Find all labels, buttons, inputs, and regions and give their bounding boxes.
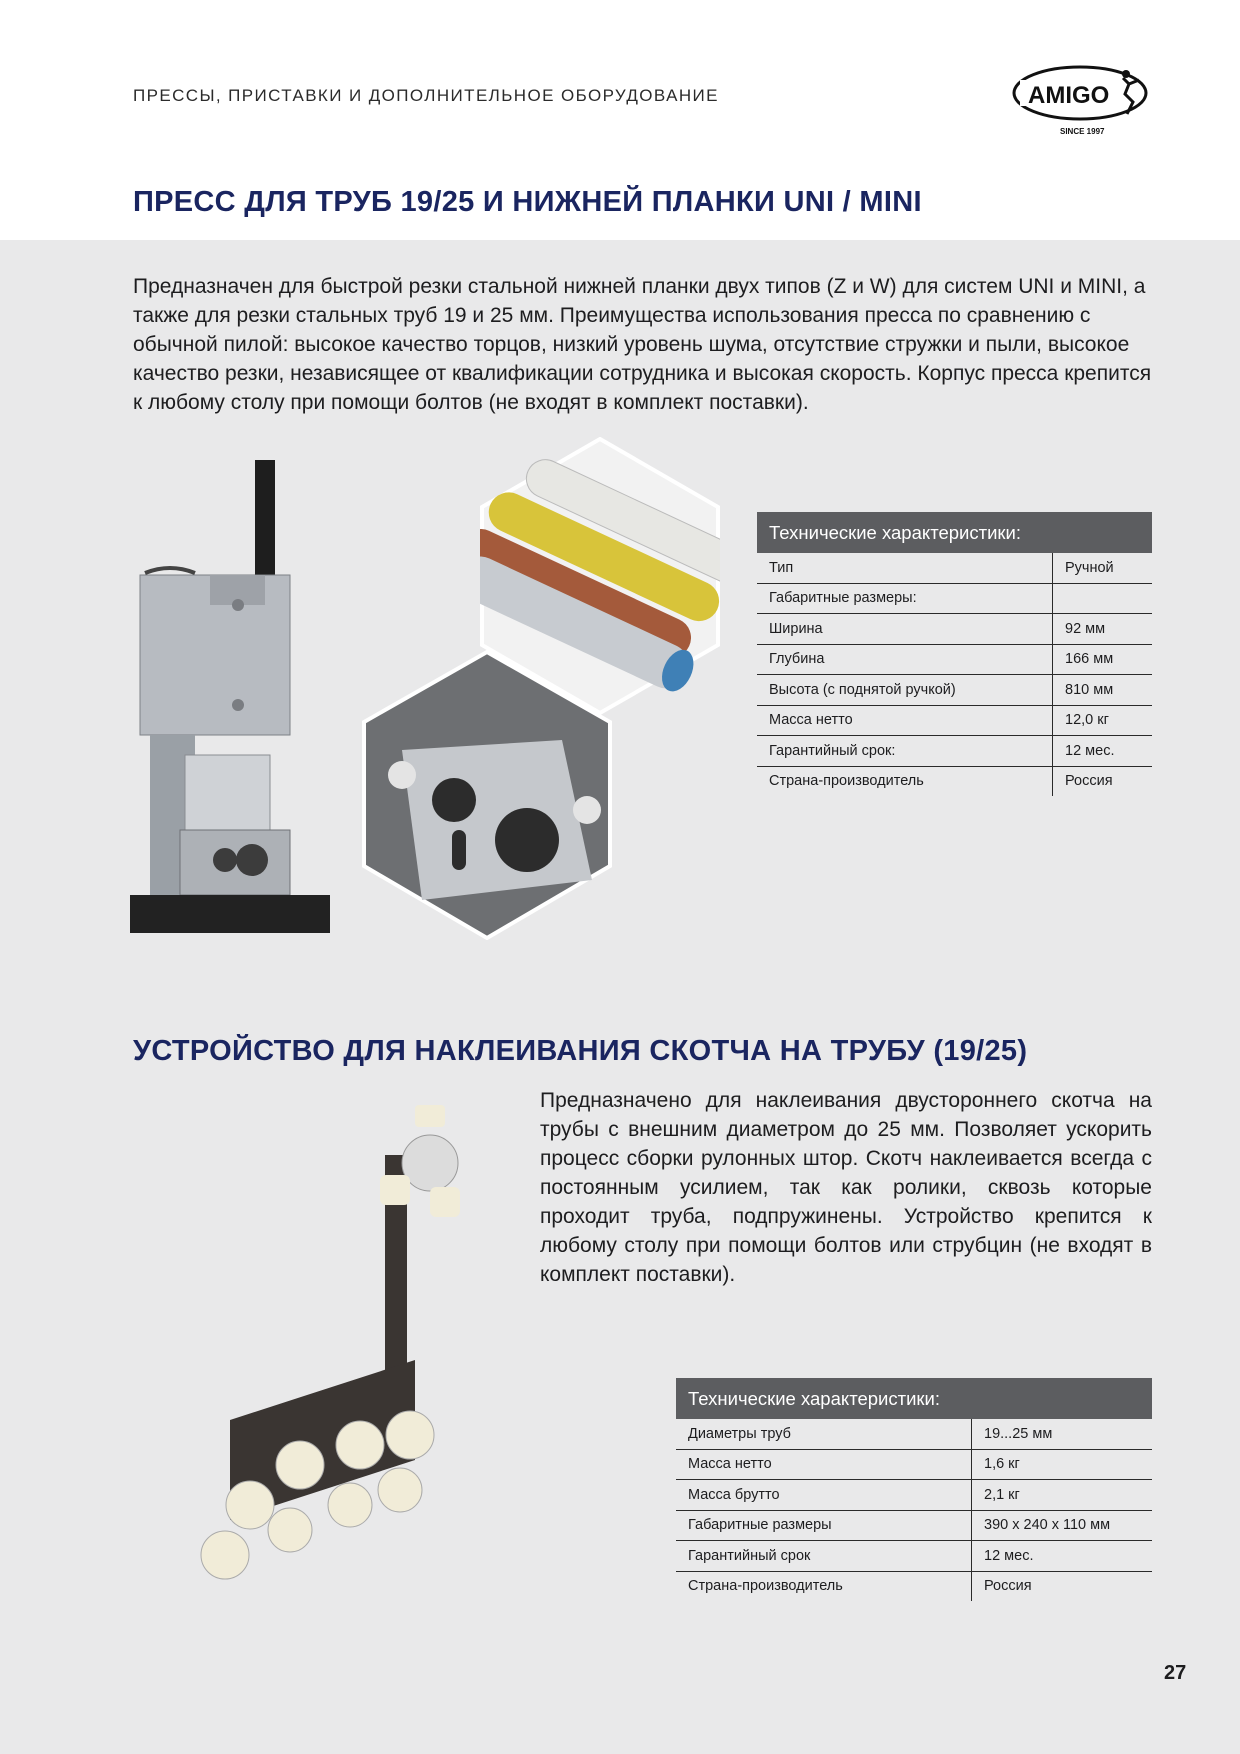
tape-device-description: Предназначено для наклеивания двустороннего скотча на трубы с внешним диаметром до 25 мм. Позволяет ускорить процесс сборки рулонных штор. Скотч наклеивается всегда с постоянным усилием, так как ролики, сквозь которые проходит труба, подпружинены. Устройство крепится к любому столу при помощи болтов или струбцин (не входят в комплект поставки).: [540, 1089, 1152, 1286]
svg-text:AMIGO: AMIGO: [1028, 82, 1110, 109]
table-row: Высота (с поднятой ручкой) 810 мм: [757, 675, 1152, 706]
table-row: Страна-производитель Россия: [676, 1572, 1152, 1602]
table-row: Габаритные размеры:: [757, 584, 1152, 615]
table-row: Габаритные размеры 390 х 240 х 110 мм: [676, 1511, 1152, 1542]
table-row: Гарантийный срок 12 мес.: [676, 1541, 1152, 1572]
table-row: Глубина 166 мм: [757, 645, 1152, 676]
category-header: ПРЕССЫ, ПРИСТАВКИ И ДОПОЛНИТЕЛЬНОЕ ОБОРУДОВАНИЕ: [133, 86, 719, 105]
press-image: [130, 455, 340, 935]
press-title: ПРЕСС ДЛЯ ТРУБ 19/25 И НИЖНЕЙ ПЛАНКИ UNI / MINI: [133, 186, 922, 218]
tape-device-specs-table: [676, 1378, 1152, 1601]
svg-text:SINCE 1997: SINCE 1997: [1060, 127, 1105, 136]
specs-header: Технические характеристики:: [676, 1378, 1152, 1419]
table-row: Масса нетто 12,0 кг: [757, 706, 1152, 737]
amigo-logo: [1010, 60, 1155, 140]
table-row: Масса нетто 1,6 кг: [676, 1450, 1152, 1481]
press-description: Предназначен для быстрой резки стальной нижней планки двух типов (Z и W) для систем UNI и MINI, а также для резки стальных труб 19 и 25 мм. Преимущества использования пресса по сравнению с обычной пилой: высокое качество торцов, низкий уровень шума, отсутствие стружки и пыли, высокое качество резки, независящее от квалификации сотрудника и высокая скорость. Корпус пресса крепится к любому столу при помощи болтов (не входят в комплект поставки).: [133, 275, 1152, 414]
tape-device-image: [180, 1105, 480, 1585]
table-row: Масса брутто 2,1 кг: [676, 1480, 1152, 1511]
table-row: Страна-производитель Россия: [757, 767, 1152, 797]
table-row: Диаметры труб 19...25 мм: [676, 1419, 1152, 1450]
table-row: Тип Ручной: [757, 553, 1152, 584]
tape-device-title: УСТРОЙСТВО ДЛЯ НАКЛЕИВАНИЯ СКОТЧА НА ТРУБУ (19/25): [133, 1035, 1028, 1067]
page-number: 27: [1164, 1662, 1187, 1684]
table-row: Гарантийный срок: 12 мес.: [757, 736, 1152, 767]
table-row: Ширина 92 мм: [757, 614, 1152, 645]
specs-header: Технические характеристики:: [757, 512, 1152, 553]
detail-image: [362, 650, 612, 940]
press-specs-table: [757, 512, 1152, 796]
